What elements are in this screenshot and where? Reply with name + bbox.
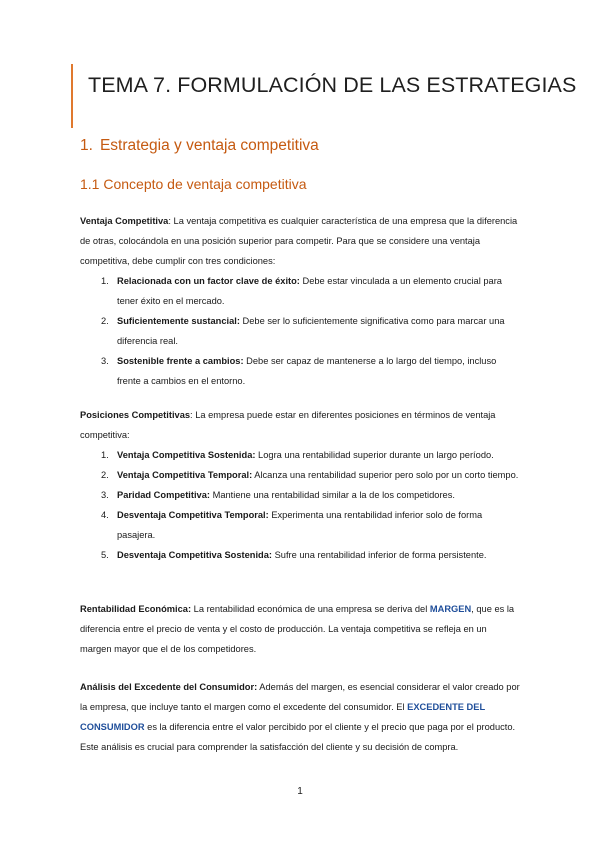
list-item xyxy=(80,545,520,565)
list-term: Sostenible frente a cambios: xyxy=(117,356,244,366)
list-item xyxy=(80,485,520,505)
list-term: Relacionada con un factor clave de éxito: xyxy=(117,276,300,286)
list-number: 3. xyxy=(101,356,109,366)
list-text: Sufre una rentabilidad inferior de forma persistente. xyxy=(272,550,487,560)
list-item xyxy=(80,271,520,311)
list-term: Desventaja Competitiva Sostenida: xyxy=(117,550,272,560)
rentabilidad-paragraph xyxy=(80,599,520,659)
list-number: 5. xyxy=(101,550,109,560)
ventaja-term: Ventaja Competitiva xyxy=(80,216,169,226)
list-item xyxy=(80,505,520,545)
title-accent-bar xyxy=(71,64,73,128)
section-number: 1. xyxy=(80,137,93,154)
list-text: Alcanza una rentabilidad superior pero solo por un corto tiempo. xyxy=(252,470,519,480)
list-text: Debe ser capaz de mantenerse a lo largo del tiempo, incluso frente a cambios en el entorno. xyxy=(117,356,497,386)
list-text: Mantiene una rentabilidad similar a la de los competidores. xyxy=(210,490,455,500)
list-text: Experimenta una rentabilidad inferior solo de forma pasajera. xyxy=(117,510,483,540)
list-term: Paridad Competitiva: xyxy=(117,490,210,500)
excedente-term: Análisis del Excedente del Consumidor: xyxy=(80,682,258,692)
posiciones-text: : La empresa puede estar en diferentes posiciones en términos de ventaja competitiva: xyxy=(80,410,496,440)
list-text: Logra una rentabilidad superior durante un largo período. xyxy=(255,450,494,460)
excedente-text-2: es la diferencia entre el valor percibido por el cliente y el precio que paga por el producto. Este análisis es crucial para comprender la satisfacción del cliente y su decisión de compra. xyxy=(80,722,516,752)
list-number: 1. xyxy=(101,450,109,460)
list-term: Desventaja Competitiva Temporal: xyxy=(117,510,269,520)
list-number: 1. xyxy=(101,276,109,286)
list-text: Debe estar vinculada a un elemento crucial para tener éxito en el mercado. xyxy=(117,276,502,306)
posiciones-block xyxy=(80,405,520,565)
rentabilidad-term: Rentabilidad Económica: xyxy=(80,604,192,614)
rentabilidad-text-1: La rentabilidad económica de una empresa se deriva del xyxy=(191,604,430,614)
posiciones-term: Posiciones Competitivas xyxy=(80,410,191,420)
ventaja-paragraph xyxy=(80,211,520,271)
rentabilidad-text-2: , que es la diferencia entre el precio de venta y el costo de producción. La ventaja competitiva se refleja en un margen mayor que el de los competidores. xyxy=(80,604,515,654)
excedente-highlight: EXCEDENTE DEL CONSUMIDOR xyxy=(80,702,485,732)
list-term: Ventaja Competitiva Temporal: xyxy=(117,470,253,480)
list-item xyxy=(80,445,520,465)
positions-list xyxy=(80,445,520,565)
list-term: Suficientemente sustancial: xyxy=(117,316,240,326)
section-label: Estrategia y ventaja competitiva xyxy=(99,137,319,154)
list-item xyxy=(80,311,520,351)
list-number: 3. xyxy=(101,490,109,500)
ventaja-block xyxy=(80,211,520,391)
margen-highlight: MARGEN xyxy=(429,604,472,614)
posiciones-paragraph xyxy=(80,405,520,445)
list-number: 2. xyxy=(101,470,109,480)
list-text: Debe ser lo suficientemente significativa como para marcar una diferencia real. xyxy=(117,316,505,346)
list-item xyxy=(80,465,520,485)
ventaja-text: : La ventaja competitiva es cualquier característica de una empresa que la diferencia de otras, colocándola en una posición superior para competir. Para que se considere una ventaja competitiva, debe cumplir con tres condiciones: xyxy=(80,216,518,266)
conditions-list xyxy=(80,271,520,391)
section-heading xyxy=(80,137,319,155)
excedente-block xyxy=(80,677,520,757)
page-title: TEMA 7. FORMULACIÓN DE LAS ESTRATEGIAS xyxy=(88,73,577,97)
list-term: Ventaja Competitiva Sostenida: xyxy=(117,450,256,460)
excedente-text-1: Además del margen, es esencial considerar el valor creado por la empresa, que incluye tanto el margen como el excedente del consumidor. El xyxy=(80,682,520,712)
page-number: 1 xyxy=(297,786,303,797)
subsection-heading: 1.1 Concepto de ventaja competitiva xyxy=(80,176,307,192)
rentabilidad-block xyxy=(80,599,520,659)
excedente-paragraph xyxy=(80,677,520,757)
list-number: 2. xyxy=(101,316,109,326)
list-number: 4. xyxy=(101,510,109,520)
list-item xyxy=(80,351,520,391)
